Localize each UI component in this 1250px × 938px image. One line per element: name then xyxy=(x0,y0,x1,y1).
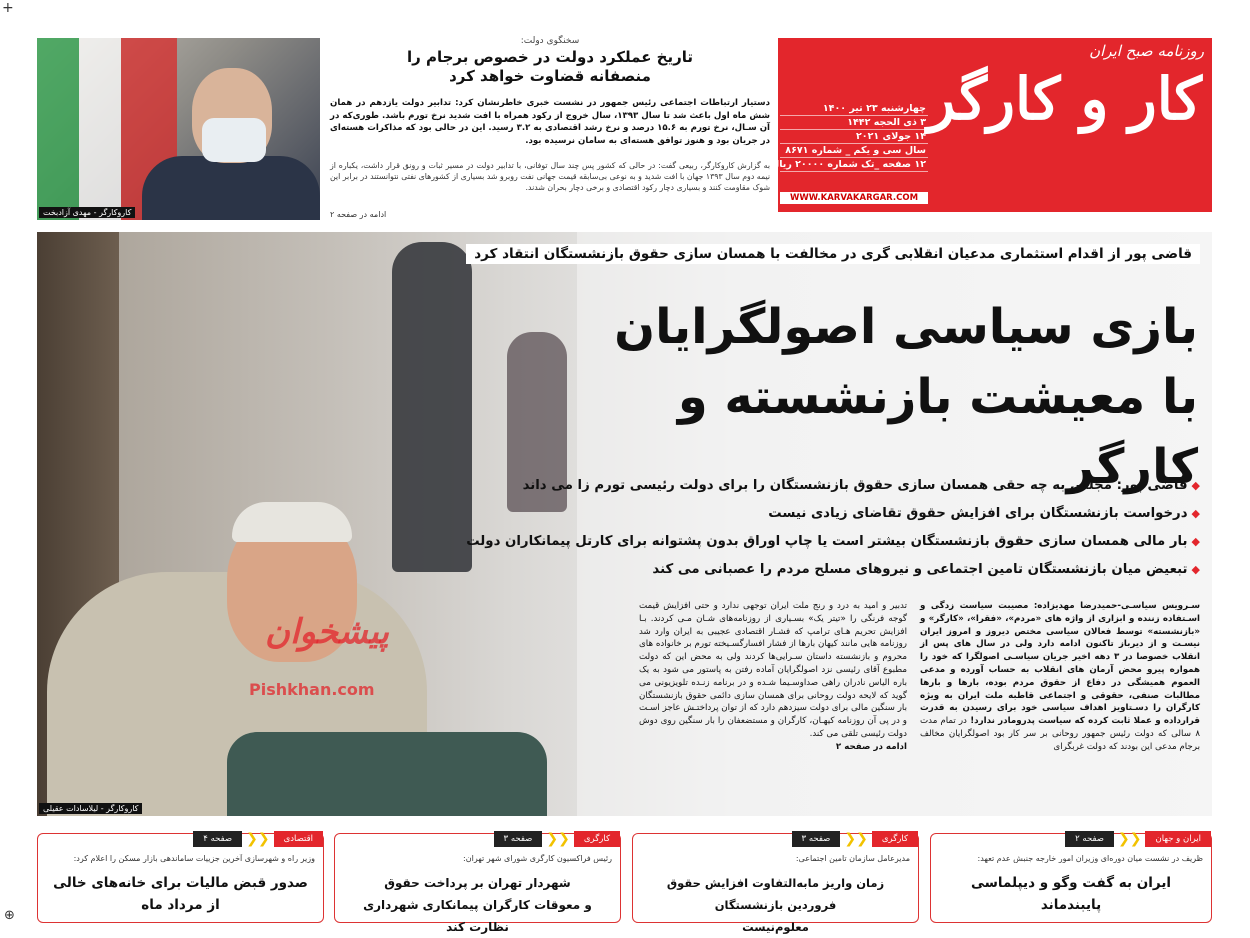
hero-bullet: ◆ تبعیض میان بازنشستگان تامین اجتماعی و نیروهای مسلح مردم را عصبانی می کند xyxy=(560,556,1200,584)
box-page: صفحه ۲ xyxy=(1065,831,1114,847)
crop-mark-icon: + xyxy=(2,0,14,16)
top-story-headline-line-2: منصفانه قضاوت خواهد کرد xyxy=(449,67,651,85)
hero-headline-line-2: با معیشت بازنشسته و کارگر xyxy=(677,369,1198,495)
photo-figure-mask xyxy=(202,118,266,162)
photo-credit: کاروکارگر - مهدی آزادبخت xyxy=(39,207,135,218)
box-headline xyxy=(343,872,612,938)
masthead xyxy=(770,38,1212,212)
hero-photo-credit: کاروکارگر - لیلاسادات عقیلی xyxy=(39,803,142,814)
website-link[interactable]: WWW.KARVAKARGAR.COM xyxy=(780,192,928,204)
box-kicker: مدیرعامل سازمان تامین اجتماعی: xyxy=(795,854,910,863)
box-kicker: وزیر راه و شهرسازی آخرین جزییات ساماندهی بازار مسکن را اعلام کرد: xyxy=(73,854,315,863)
hero-bullet-list xyxy=(466,472,1200,584)
hero-headline-line-1: بازی سیاسی اصولگرایان xyxy=(614,299,1198,355)
hero-column-left xyxy=(639,600,907,754)
masthead-tagline: روزنامه صبح ایران xyxy=(1089,42,1204,60)
top-story-lead: دستیار ارتباطات اجتماعی رئیس جمهور در نشست خبری خاطرنشان کرد: تدابیر دولت یازدهم در همان شش ماه اول باعث شد تا سال ۱۳۹۳، سال خروج از رکود همراه با افت شدید نرخ تورم باشد. طوری‌که در آن سـال، نرخ تورم به ۱۵.۶ درصد و نرخ رشد اقتصادی به ۳.۲ رسید. این در حالی بود که مذاکرات هسته‌ای در جریان بود و هنوز توافق هسته‌ای به سامان نرسیده بود. xyxy=(330,98,770,146)
chevron-left-icon: ❮❮ xyxy=(1117,831,1142,847)
hero-column-right-bold: سـرویس سیاسـی-حمیدرضا مهدیزاده: مصیبت سیاست زدگی و اسـتفاده زننده و ابزاری از واژه های «مردم»، «فقرا»، «کارگر» و «بازنشسته» توسط فعالان سیاسی مختص دیروز و امروز ایران نیسـت و از دیرباز تاکنون ادامه دارد ولی در سال های پس از انقلاب خصوصا در ۳ دهه اخیر جریان سیاسـی اصولگرا که خود را همواره پیرو محض آرمان های انقلاب به حساب آورده و مدعی العموم همیشگی در دفاع از حقوق مردم بوده، بارها و بارها مطالبات صنفی، حقوقی و اجتماعی قاطبه ملت ایران به ویژه کارگران را دسـتاویز اهداف سیاسی خود برای رسیدن به قدرت قرارداده و عملا ثابت کرده که سیاست پدرومادر ندارد! xyxy=(920,601,1200,727)
issue-date-gregorian: ۱۴ جولای ۲۰۲۱ xyxy=(780,130,928,144)
hero-column-right-regular: در تمام مدت ۸ سالی که دولت رئیس جمهور روحانی بر سر کار بود اصولگرایان مخالف برجام مدعی این بودند که دولت غربگرای xyxy=(920,716,1200,752)
newspaper-name-logo: کار و کارگر xyxy=(927,65,1202,133)
hero-kicker: قاضی پور از اقدام استثماری مدعیان انقلابی گری در مخالفت با همسان سازی حقوق بازنشستگان انتقاد کرد xyxy=(466,244,1200,264)
hero-bullet: ◆ بار مالی همسان سازی حقوق بازنشستگان بیشتر است یا چاپ اوراق بدون پشتوانه برای کارتل پیمانکاران دولت xyxy=(560,528,1200,556)
issue-number: سال سی و یکم _ شماره ۸۶۷۱ xyxy=(780,144,928,158)
box-kicker: رئیس فراکسیون کارگری شورای شهر تهران: xyxy=(463,854,612,863)
watermark-english: Pishkhan.com xyxy=(249,680,375,699)
box-headline-line-2: و معوقات کارگران پیمانکاری شهرداری نظارت کند xyxy=(363,898,592,934)
hero-column-right xyxy=(920,600,1200,754)
box-headline-line-1: ایران به گفت وگو و دیپلماسی xyxy=(970,875,1172,891)
news-box-economy[interactable] xyxy=(37,833,324,923)
box-category: کارگری xyxy=(872,831,918,847)
box-category: کارگری xyxy=(574,831,620,847)
issue-info xyxy=(770,102,928,172)
box-headline xyxy=(641,872,910,938)
box-headline xyxy=(939,872,1203,916)
hero-story xyxy=(37,232,1212,816)
box-headline-line-1: زمان واریز مابه‌التفاوت افزایش حقوق فروردین بازنشستگان xyxy=(666,876,885,912)
photo-background-walker xyxy=(392,242,472,572)
chevron-left-icon: ❮❮ xyxy=(246,831,270,847)
top-story-continued-link[interactable]: ادامه در صفحه ۲ xyxy=(330,210,387,219)
box-headline-line-1: صدور قبض مالیات برای خانه‌های خالی xyxy=(53,875,308,891)
top-story-kicker: سخنگوی دولت: xyxy=(520,36,580,46)
hero-column-left-text: تدبیر و امید به درد و رنج ملت ایران توجهی ندارد و حتی افزایش قیمت گوجه فرنگی را «تیتر یک» بسـیاری از روزنامه‌های شـان مـی کردند. بـا افزایش تحریم هـای ترامپ که فشـار اقتصادی عجیبی به ایران وارد شد روزنامه هایی مانند کیهان بارها از فشار افسارگسـیخته تورم بر خانواده های محروم و بازنشسته داستان سـرایی‌ها کردند ولی به محض این که دولت مطبوع آقای رئیسی نزد اصولگرایان آماده رفتن به پاستور می شود به یک باره الیاس نادران راهی صداوسـیما شـده و در برنامه زنـده تلویزیونی می گوید که لایحه دولت روحانی برای همسان سازی دائمی حقوق بازنشستگان بار سنگین مالی برای دولت سیزدهم دارد که از توان پرداختـش عاجز اسـت و در پی آن روزنامه کیهـان، کارگران و مستضعفان را بار سنگین روی دوش دولت رئیسی تلقی می کند. xyxy=(639,601,907,739)
box-tab xyxy=(792,831,918,847)
box-page: صفحه ۳ xyxy=(494,831,543,847)
hero-bullet: ◆ قاضی پور: مجلس به چه حقی همسان سازی حقوق بازنشستگان را برای دولت رئیسی تورم زا می داند xyxy=(560,472,1200,500)
box-kicker: ظریف در نشست میان دوره‌ای وزیران امور خارجه جنبش عدم تعهد: xyxy=(977,854,1203,863)
chevron-left-icon: ❮❮ xyxy=(844,831,868,847)
chevron-left-icon: ❮❮ xyxy=(546,831,570,847)
compass-icon: ⊕ xyxy=(4,908,15,923)
hero-headline[interactable] xyxy=(558,292,1198,502)
box-headline xyxy=(46,872,315,916)
issue-price: ۱۲ صفحه _تک شماره ۲۰۰۰۰ ریال xyxy=(770,159,926,170)
hero-bullet: ◆ درخواست بازنشستگان برای افزایش حقوق تقاضای زیادی نیست xyxy=(560,500,1200,528)
top-story-photo xyxy=(37,38,320,220)
news-box-labor-2[interactable] xyxy=(334,831,621,934)
box-headline-line-1: شهردار تهران بر پرداخت حقوق xyxy=(384,876,571,890)
box-page: صفحه ۳ xyxy=(792,831,841,847)
photo-old-man-hair xyxy=(232,502,352,542)
watermark-persian: پیشخوان xyxy=(265,612,389,652)
box-category: اقتصادی xyxy=(274,831,323,847)
box-tab xyxy=(1065,831,1211,847)
photo-figure-suit xyxy=(142,156,320,220)
news-box-labor-1[interactable] xyxy=(632,831,919,934)
box-headline-line-2: پایبندماند xyxy=(1040,897,1102,913)
top-story-headline-line-1: تاریخ عملکرد دولت در خصوص برجام را xyxy=(406,48,694,66)
box-page: صفحه ۴ xyxy=(193,831,242,847)
photo-old-man-pants xyxy=(227,732,547,816)
hero-continued-link[interactable]: ادامه در صفحه ۲ xyxy=(835,741,907,752)
box-tab xyxy=(193,831,323,847)
issue-date-persian: چهارشنبه ۲۳ تیر ۱۴۰۰ xyxy=(780,102,928,116)
top-story-headline[interactable] xyxy=(330,48,770,86)
top-story-body: به گزارش کاروکارگر، ربیعی گفت: در حالی که کشور پس چند سال توفانی، با تدابیر دولت در مسیر ثبات و رونق قرار داشت، یکباره از نیمه دوم سال ۱۳۹۳ جهان با افت شدید و به نوعی بی‌سابقه قیمت جهانی نفت روبرو شد بسیاری از کشورهای نفتی نتوانستند در برابر این شوک مقاومت کنند و بسیاری دچار رکود اقتصادی و برخی دچار بحران شدند. xyxy=(330,161,770,192)
box-headline-line-2: از مرداد ماه xyxy=(141,897,220,913)
issue-date-hijri: ۳ ذی الحجه ۱۴۴۲ xyxy=(780,116,928,130)
box-category: ایران و جهان xyxy=(1145,831,1211,847)
news-box-world[interactable] xyxy=(930,833,1212,923)
box-headline-line-2: معلوم‌نیست xyxy=(742,920,809,934)
box-tab xyxy=(494,831,620,847)
